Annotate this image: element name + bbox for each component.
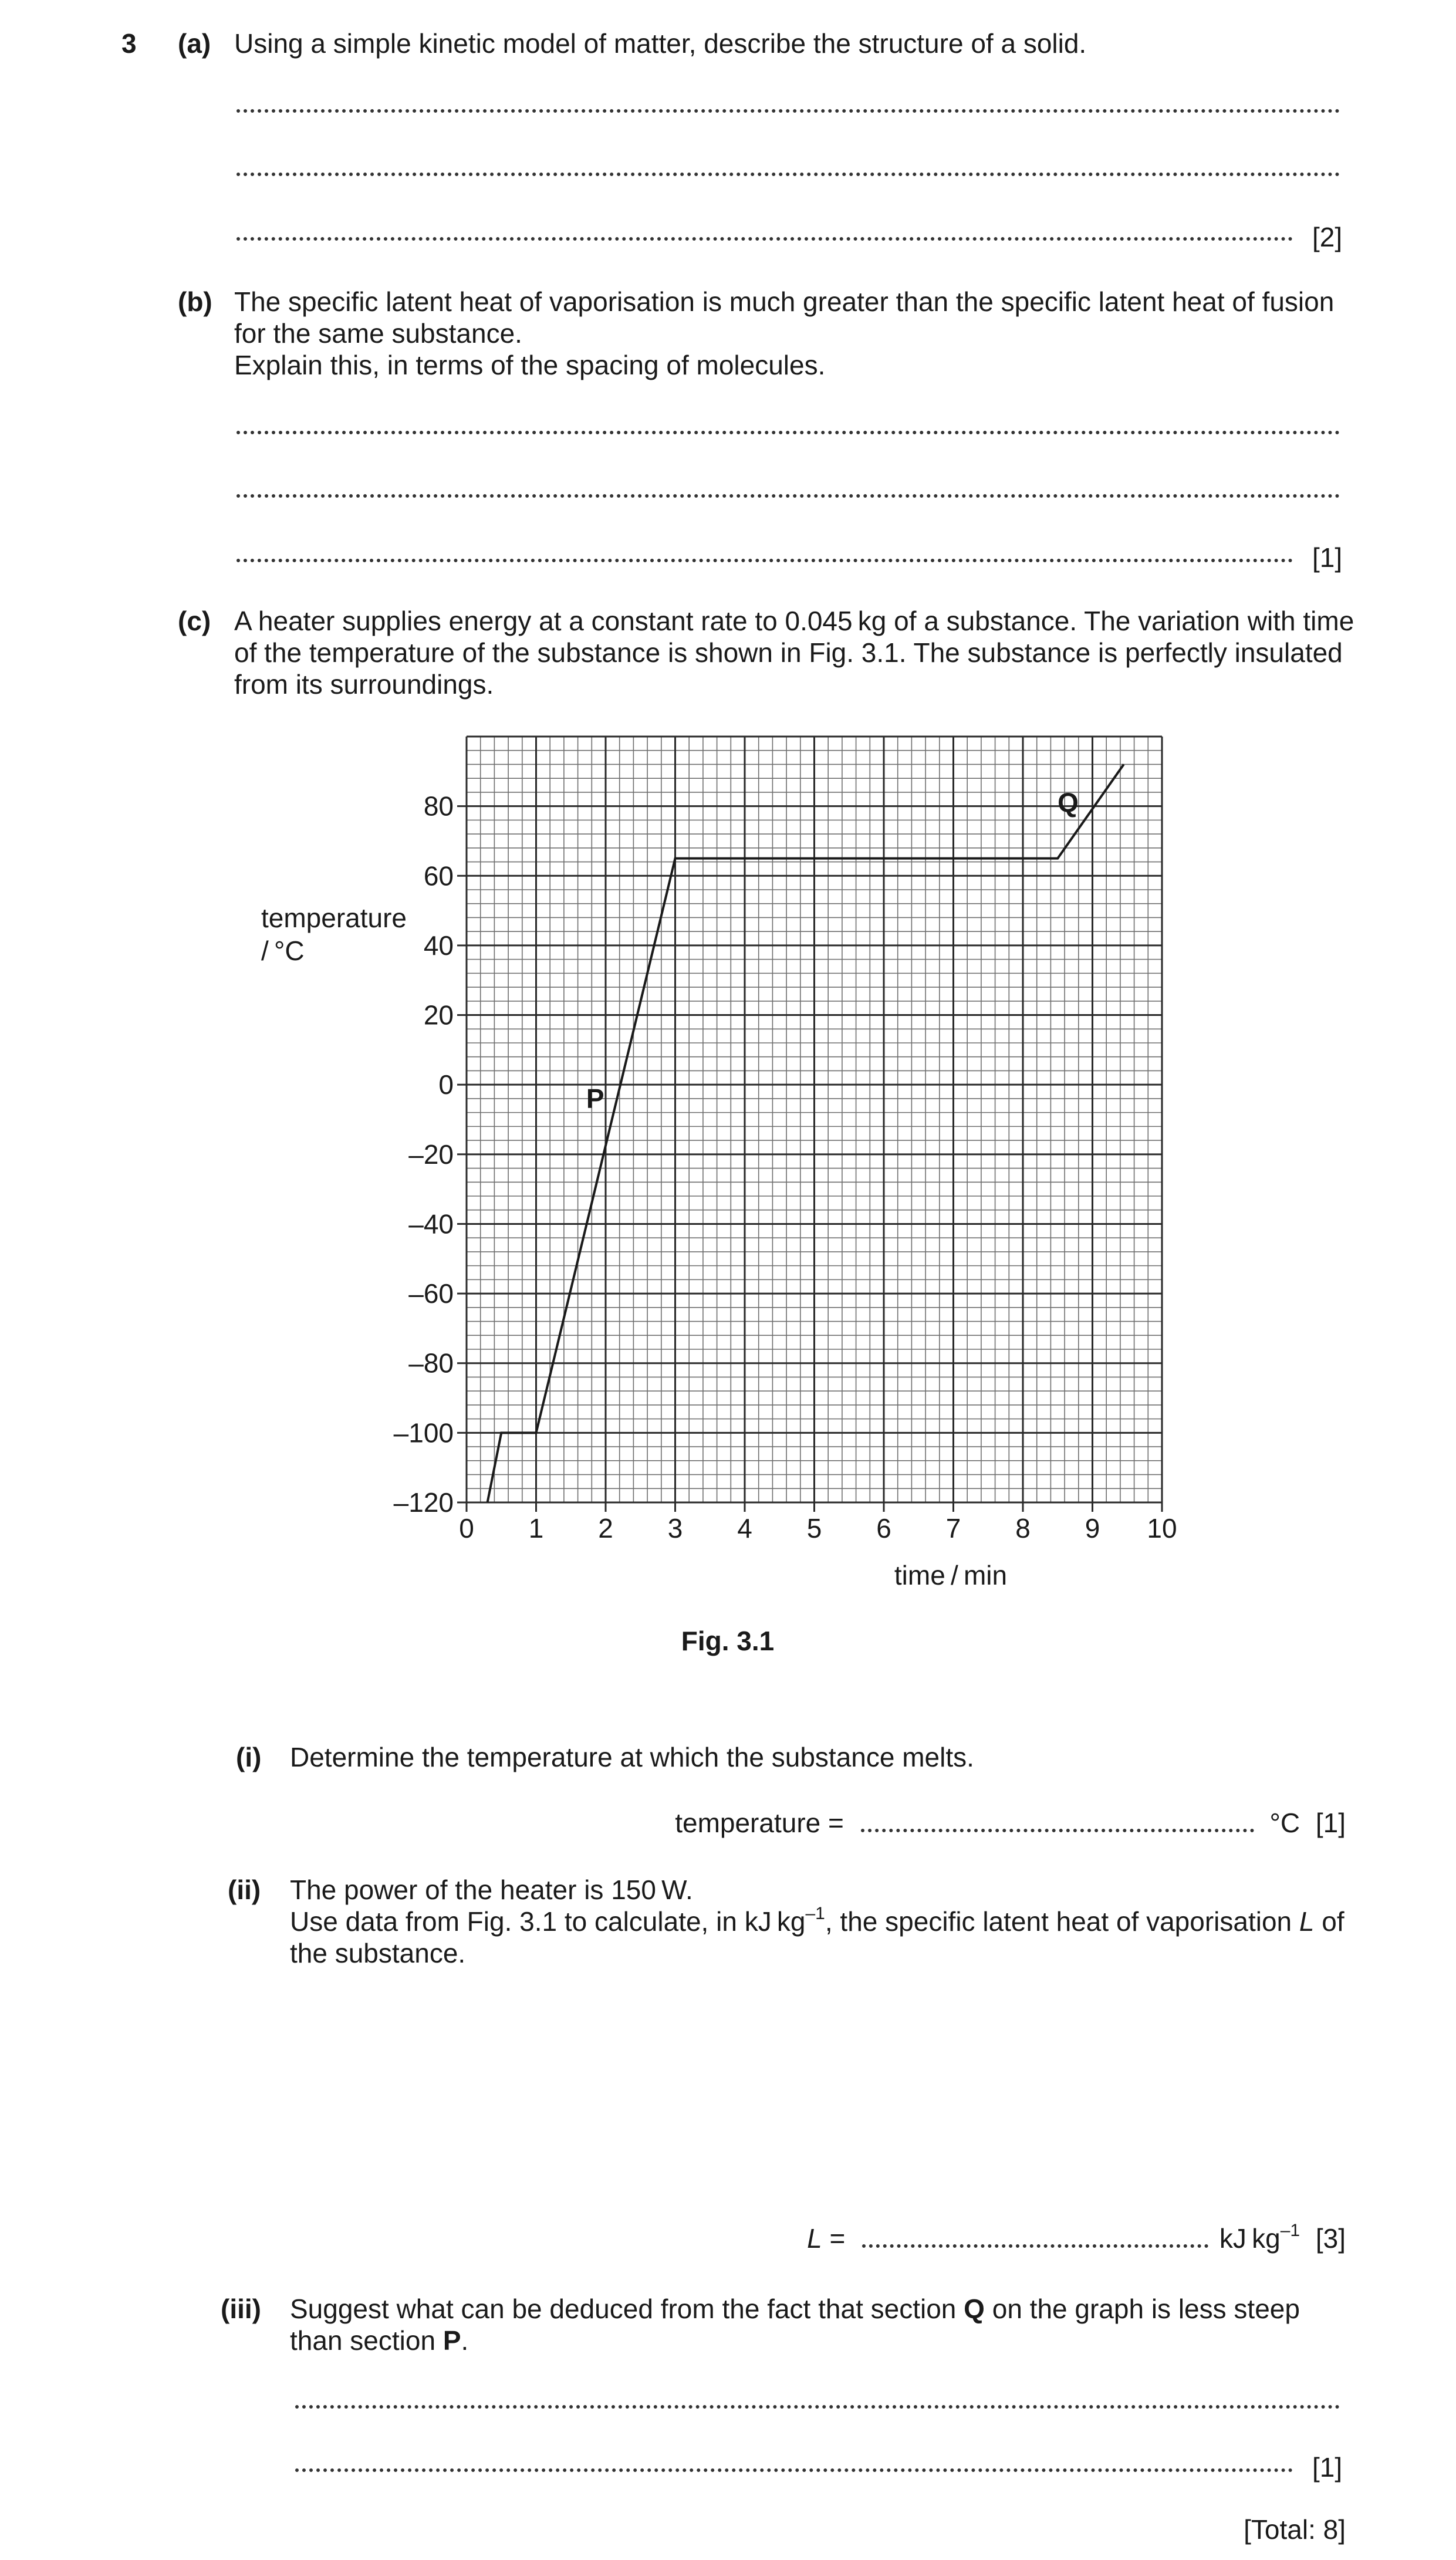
part-b-line1: The specific latent heat of vaporisation is much greater than the specific latent heat of fusion bbox=[234, 286, 1335, 317]
part-c-line3: from its surroundings. bbox=[234, 669, 494, 700]
x-tick-label: 0 bbox=[459, 1513, 474, 1544]
answer-line[interactable] bbox=[237, 494, 1340, 498]
part-ciii-line2 bbox=[290, 2324, 468, 2357]
part-cii-mark: [3] bbox=[1315, 2223, 1346, 2254]
y-tick-label: 40 bbox=[423, 930, 454, 961]
part-cii-line1: The power of the heater is 150 W. bbox=[290, 1875, 693, 1905]
part-b-line2: for the same substance. bbox=[234, 318, 522, 349]
y-tick-label: –60 bbox=[408, 1278, 454, 1309]
part-a-mark: [2] bbox=[1312, 222, 1343, 252]
part-ciii-line2-a: than section bbox=[290, 2325, 443, 2356]
x-tick-label: 9 bbox=[1085, 1513, 1100, 1544]
section-label-q: Q bbox=[1058, 787, 1079, 818]
answer-line[interactable] bbox=[237, 173, 1340, 176]
question-number: 3 bbox=[121, 28, 137, 59]
x-tick-label: 6 bbox=[876, 1513, 891, 1544]
x-tick-label: 3 bbox=[667, 1513, 683, 1544]
part-ci-mark: [1] bbox=[1315, 1808, 1346, 1838]
part-ci-text: Determine the temperature at which the substance melts. bbox=[290, 1742, 974, 1772]
x-tick-label: 8 bbox=[1015, 1513, 1031, 1544]
part-b-mark: [1] bbox=[1312, 542, 1343, 573]
part-cii-line2-b: , the specific latent heat of vaporisation bbox=[825, 1906, 1299, 1937]
chart-grid-major bbox=[467, 737, 1162, 1502]
part-b-line3: Explain this, in terms of the spacing of molecules. bbox=[234, 350, 826, 380]
answer-unit: °C bbox=[1269, 1808, 1300, 1838]
part-cii-line2-a: Use data from Fig. 3.1 to calculate, in kJ kg bbox=[290, 1906, 806, 1937]
part-cii-line2-var: L bbox=[1299, 1906, 1315, 1937]
part-cii-line2-sup: –1 bbox=[805, 1903, 825, 1923]
part-a-label: (a) bbox=[178, 28, 211, 59]
x-tick-label: 10 bbox=[1147, 1513, 1177, 1544]
part-ci-label: (i) bbox=[236, 1742, 262, 1772]
part-ciii-line1 bbox=[290, 2292, 1300, 2325]
part-ci-answer-row bbox=[675, 1806, 1346, 1839]
part-a-text: Using a simple kinetic model of matter, describe the structure of a solid. bbox=[234, 28, 1087, 59]
answer-line[interactable] bbox=[237, 237, 1293, 241]
chart-x-tick-labels bbox=[459, 1513, 1177, 1544]
x-tick-label: 5 bbox=[806, 1513, 822, 1544]
y-tick-label: –120 bbox=[393, 1487, 454, 1518]
y-tick-label: –40 bbox=[408, 1208, 454, 1240]
x-tick-label: 2 bbox=[598, 1513, 613, 1544]
y-tick-label: –80 bbox=[408, 1347, 454, 1379]
part-ciii-line1-a: Suggest what can be deduced from the fact that section bbox=[290, 2294, 964, 2324]
y-tick-label: –20 bbox=[408, 1139, 454, 1170]
answer-line[interactable] bbox=[295, 2405, 1340, 2409]
section-label-p: P bbox=[586, 1083, 604, 1114]
temperature-answer-field[interactable] bbox=[861, 1829, 1254, 1832]
answer-eq: = bbox=[822, 2223, 846, 2254]
chart-y-label-line1: temperature bbox=[261, 903, 407, 933]
part-ciii-line1-q: Q bbox=[964, 2294, 985, 2324]
part-cii-line3: the substance. bbox=[290, 1938, 466, 1968]
part-cii-label: (ii) bbox=[228, 1875, 261, 1905]
y-tick-label: 60 bbox=[423, 860, 454, 891]
part-cii-line2-c: of bbox=[1314, 1906, 1344, 1937]
x-tick-label: 4 bbox=[737, 1513, 752, 1544]
answer-unit-sup: –1 bbox=[1280, 2220, 1300, 2240]
answer-var: L bbox=[807, 2223, 822, 2254]
chart-ticks bbox=[457, 806, 1162, 1512]
y-tick-label: 20 bbox=[423, 999, 454, 1031]
y-tick-label: 0 bbox=[438, 1069, 454, 1100]
total-marks: [Total: 8] bbox=[1244, 2514, 1346, 2545]
part-ciii-mark: [1] bbox=[1312, 2452, 1343, 2483]
part-b-label: (b) bbox=[178, 286, 212, 317]
part-c-label: (c) bbox=[178, 606, 211, 636]
part-c-line1: A heater supplies energy at a constant rate to 0.045 kg of a substance. The variation with time bbox=[234, 606, 1354, 636]
part-ciii-line1-b: on the graph is less steep bbox=[984, 2294, 1300, 2324]
answer-prefix: temperature = bbox=[675, 1808, 844, 1838]
x-tick-label: 1 bbox=[528, 1513, 544, 1544]
part-ciii-line2-b: . bbox=[461, 2325, 469, 2356]
part-cii-answer-row bbox=[807, 2222, 1346, 2255]
chart-y-label-line2: / °C bbox=[261, 935, 305, 966]
y-tick-label: 80 bbox=[423, 791, 454, 822]
chart-y-tick-labels bbox=[394, 791, 454, 1518]
answer-line[interactable] bbox=[295, 2468, 1293, 2472]
answer-line[interactable] bbox=[237, 559, 1293, 562]
part-ciii-label: (iii) bbox=[221, 2294, 261, 2324]
latent-heat-answer-field[interactable] bbox=[862, 2244, 1208, 2248]
y-tick-label: –100 bbox=[393, 1417, 454, 1448]
figure-3-1-chart bbox=[246, 728, 1209, 1596]
part-cii-line2 bbox=[290, 1905, 1344, 1938]
answer-line[interactable] bbox=[237, 109, 1340, 113]
part-ciii-line2-p: P bbox=[442, 2325, 461, 2356]
x-tick-label: 7 bbox=[945, 1513, 961, 1544]
chart-annotations bbox=[586, 788, 1079, 1114]
part-c-line2: of the temperature of the substance is shown in Fig. 3.1. The substance is perfectly insulated bbox=[234, 637, 1343, 668]
chart-x-label: time / min bbox=[894, 1560, 1008, 1590]
answer-unit: kJ kg bbox=[1219, 2223, 1281, 2254]
figure-caption: Fig. 3.1 bbox=[681, 1626, 775, 1656]
answer-line[interactable] bbox=[237, 431, 1340, 434]
